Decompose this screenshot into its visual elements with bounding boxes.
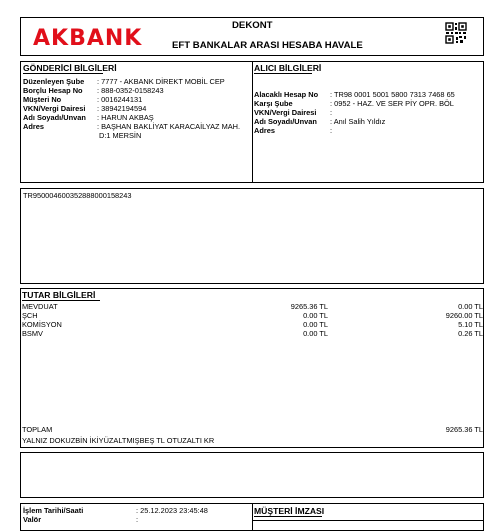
- valor-value: :: [136, 515, 139, 524]
- sender-label: Düzenleyen Şube: [23, 77, 85, 86]
- sender-label: Adres: [23, 122, 44, 131]
- sender-value: : HARUN AKBAŞ: [97, 113, 154, 122]
- sender-label: VKN/Vergi Dairesi: [23, 104, 86, 113]
- amounts-heading-underline: [22, 300, 100, 301]
- amount-label: MEVDUAT: [22, 302, 58, 311]
- amount-right-value: 9260.00 TL: [445, 311, 483, 320]
- amount-label: ŞCH: [22, 311, 38, 320]
- transaction-date-label: İşlem Tarihi/Saati: [23, 506, 84, 515]
- amount-mid-value: 0.00 TL: [303, 329, 328, 338]
- description-text: TR950004600352888000158243: [23, 191, 132, 200]
- amount-right-value: 5.10 TL: [458, 320, 483, 329]
- transaction-date-value: : 25.12.2023 23:45:48: [136, 506, 208, 515]
- sender-value: : 7777 - AKBANK DİREKT MOBİL CEP: [97, 77, 225, 86]
- receiver-label: VKN/Vergi Dairesi: [254, 108, 317, 117]
- sender-value-continued: D:1 MERSİN: [99, 131, 142, 140]
- parties-divider: [252, 61, 253, 183]
- amount-right-value: 0.26 TL: [458, 329, 483, 338]
- receiver-label: Karşı Şube: [254, 99, 293, 108]
- receiver-heading: ALICI BİLGİLERİ: [254, 63, 322, 73]
- amounts-heading: TUTAR BİLGİLERİ: [22, 290, 96, 300]
- document-subtitle: EFT BANKALAR ARASI HESABA HAVALE: [172, 40, 363, 51]
- sender-heading: GÖNDERİCİ BİLGİLERİ: [23, 63, 117, 73]
- amount-in-words: YALNIZ DOKUZBİN İKİYÜZALTMIŞBEŞ TL OTUZALTI KR: [22, 436, 215, 445]
- qr-code-icon: [445, 22, 467, 44]
- receiver-value: : 0952 - HAZ. VE SER PİY OPR. BÖL: [330, 99, 454, 108]
- receiver-label: Alacaklı Hesap No: [254, 90, 319, 99]
- amount-label: KOMİSYON: [22, 320, 62, 329]
- sender-value: : 38942194594: [97, 104, 147, 113]
- amount-mid-value: 0.00 TL: [303, 320, 328, 329]
- amount-mid-value: 9265.36 TL: [290, 302, 328, 311]
- total-value: 9265.36 TL: [445, 425, 483, 434]
- bank-logo: AKBANK: [33, 26, 143, 51]
- receiver-value: : TR98 0001 5001 5800 7313 7468 65: [330, 90, 455, 99]
- sender-label: Borçlu Hesap No: [23, 86, 83, 95]
- signature-line: [252, 520, 484, 521]
- receiver-value: :: [330, 108, 333, 117]
- signature-heading: MÜŞTERİ İMZASI: [254, 506, 325, 516]
- sender-value: : BAŞHAN BAKLİYAT KARACAİLYAZ MAH.: [97, 122, 241, 131]
- document-title: DEKONT: [232, 20, 273, 31]
- sender-heading-underline: [23, 73, 103, 74]
- sender-value: : 0016244131: [97, 95, 143, 104]
- sender-label: Adı Soyadı/Unvan: [23, 113, 86, 122]
- receiver-label: Adı Soyadı/Unvan: [254, 117, 317, 126]
- sender-label: Müşteri No: [23, 95, 62, 104]
- valor-label: Valör: [23, 515, 42, 524]
- signature-heading-underline: [254, 516, 322, 517]
- receiver-value: :: [330, 126, 333, 135]
- receiver-value: : Anıl Salih Yıldız: [330, 117, 386, 126]
- amount-right-value: 0.00 TL: [458, 302, 483, 311]
- description-box: [20, 188, 484, 284]
- sender-value: : 888-0352-0158243: [97, 86, 164, 95]
- total-label: TOPLAM: [22, 425, 53, 434]
- receiver-label: Adres: [254, 126, 275, 135]
- receiver-heading-underline: [254, 73, 312, 74]
- amount-mid-value: 0.00 TL: [303, 311, 328, 320]
- blank-box: [20, 452, 484, 498]
- amount-label: BSMV: [22, 329, 43, 338]
